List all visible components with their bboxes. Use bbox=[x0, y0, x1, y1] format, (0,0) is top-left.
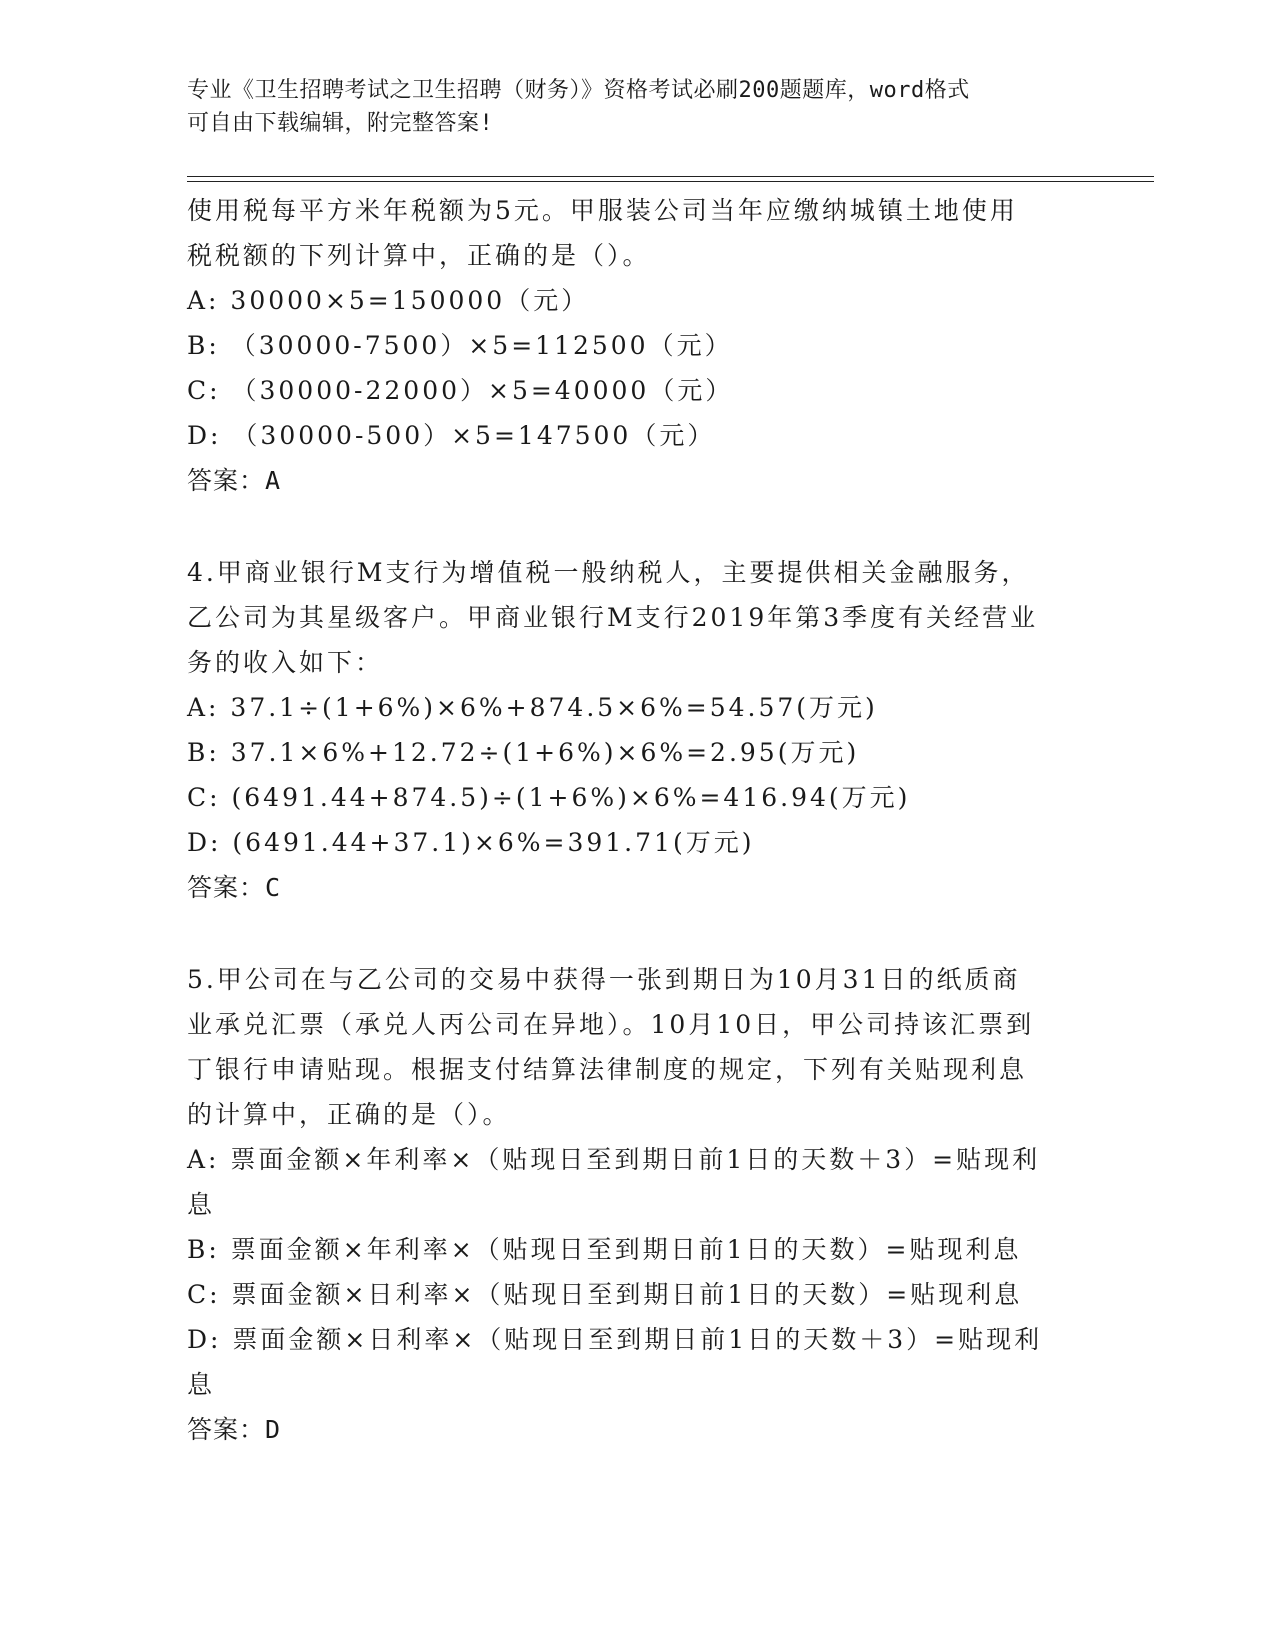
option-a: A: 票面金额×年利率×（贴现日至到期日前1日的天数＋3）=贴现利 bbox=[187, 1145, 1041, 1174]
document-header bbox=[187, 74, 1087, 140]
answer-line: 答案：C bbox=[187, 873, 282, 902]
answer-line: 答案：D bbox=[187, 1415, 282, 1444]
header-title-line-2: 可自由下载编辑，附完整答案! bbox=[187, 111, 494, 136]
option-b: B: （30000-7500）×5=112500（元） bbox=[187, 331, 733, 360]
option-b: B: 37.1×6%+12.72÷(1+6%)×6%=2.95(万元) bbox=[187, 738, 860, 767]
option-a: A: 30000×5=150000（元） bbox=[187, 286, 590, 315]
question-stem-line: 使用税每平方米年税额为5元。甲服装公司当年应缴纳城镇土地使用 bbox=[187, 196, 1018, 225]
option-a-continued: 息 bbox=[187, 1190, 216, 1219]
header-title-line-1: 专业《卫生招聘考试之卫生招聘（财务）》资格考试必刷200题题库，word格式 bbox=[187, 78, 970, 103]
question-stem-line: 5.甲公司在与乙公司的交易中获得一张到期日为10月31日的纸质商 bbox=[187, 965, 1021, 994]
option-d: D: （30000-500）×5=147500（元） bbox=[187, 421, 716, 450]
document-body bbox=[187, 188, 1087, 1452]
answer-line: 答案：A bbox=[187, 466, 282, 495]
question-4 bbox=[187, 550, 1087, 910]
option-c: C: （30000-22000）×5=40000（元） bbox=[187, 376, 734, 405]
option-c: C: (6491.44+874.5)÷(1+6%)×6%=416.94(万元) bbox=[187, 783, 911, 812]
question-stem-line: 4.甲商业银行M支行为增值税一般纳税人，主要提供相关金融服务， bbox=[187, 558, 1030, 587]
option-c: C: 票面金额×日利率×（贴现日至到期日前1日的天数）=贴现利息 bbox=[187, 1280, 1023, 1309]
question-5 bbox=[187, 957, 1087, 1452]
question-stem-line: 税税额的下列计算中，正确的是（）。 bbox=[187, 241, 651, 270]
question-stem-line: 乙公司为其星级客户。甲商业银行M支行2019年第3季度有关经营业 bbox=[187, 603, 1039, 632]
question-stem-line: 业承兑汇票（承兑人丙公司在异地）。10月10日，甲公司持该汇票到 bbox=[187, 1010, 1035, 1039]
question-3 bbox=[187, 188, 1087, 503]
option-d: D: 票面金额×日利率×（贴现日至到期日前1日的天数＋3）=贴现利 bbox=[187, 1325, 1043, 1354]
question-stem-line: 丁银行申请贴现。根据支付结算法律制度的规定，下列有关贴现利息 bbox=[187, 1055, 1028, 1084]
header-rule-bottom bbox=[187, 181, 1154, 182]
spacer bbox=[187, 503, 1087, 550]
option-d: D: (6491.44+37.1)×6%=391.71(万元) bbox=[187, 828, 755, 857]
question-stem-line: 务的收入如下： bbox=[187, 648, 384, 677]
option-d-continued: 息 bbox=[187, 1370, 216, 1399]
header-rule-top bbox=[187, 176, 1154, 177]
option-b: B: 票面金额×年利率×（贴现日至到期日前1日的天数）=贴现利息 bbox=[187, 1235, 1022, 1264]
option-a: A: 37.1÷(1+6%)×6%+874.5×6%=54.57(万元) bbox=[187, 693, 878, 722]
spacer bbox=[187, 910, 1087, 957]
question-stem-line: 的计算中，正确的是（）。 bbox=[187, 1100, 511, 1129]
